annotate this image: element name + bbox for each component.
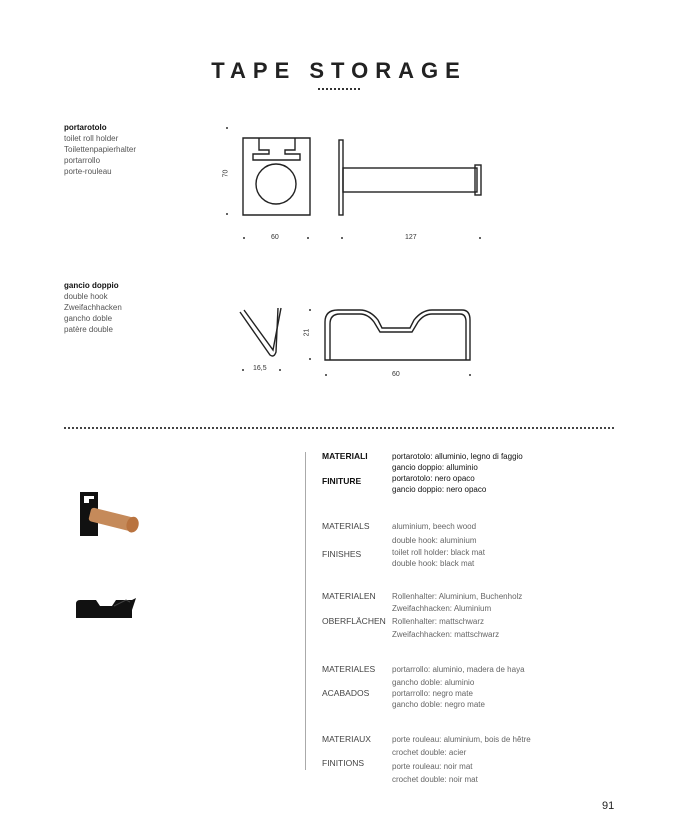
product-translation: toilet roll holder [64, 134, 119, 143]
spec-label: ACABADOS [322, 688, 370, 698]
dim-height: 21 [303, 328, 311, 337]
hook-front-inner [330, 314, 466, 360]
bar-end [475, 165, 481, 195]
spec-label: OBERFLÄCHEN [322, 616, 386, 626]
product-translation: porte-rouleau [64, 167, 112, 176]
section-divider [64, 427, 614, 429]
product-translation: portarrollo [64, 156, 101, 165]
spec-value: gancho doble: aluminio [392, 678, 475, 687]
product-translation: double hook [64, 292, 108, 301]
spec-value: gancho doble: negro mate [392, 700, 485, 709]
spec-value: portarrollo: negro mate [392, 689, 473, 698]
dim-width: 16,5 [253, 365, 267, 372]
spec-label: FINITURE [322, 476, 362, 486]
spec-value: Rollenhalter: Aluminium, Buchenholz [392, 592, 523, 601]
spec-value: portarotolo: alluminio, legno di faggio [392, 452, 523, 461]
double-hook-drawing [230, 300, 480, 370]
spec-value: Zweifachhacken: mattschwarz [392, 630, 500, 639]
product-name: portarotolo [64, 123, 107, 132]
spec-label: MATERIALS [322, 521, 370, 531]
spec-value: toilet roll holder: black mat [392, 548, 485, 557]
page-number: 91 [602, 800, 615, 812]
dim-height: 70 [222, 169, 230, 178]
dim-length: 60 [392, 371, 400, 378]
product-info-toilet-roll-holder [64, 122, 136, 177]
spec-value: crochet double: noir mat [392, 775, 478, 784]
spec-value: double hook: black mat [392, 559, 475, 568]
product-translation: Toilettenpapierhalter [64, 145, 137, 154]
toilet-roll-holder-photo [74, 488, 144, 544]
product-name: gancio doppio [64, 281, 119, 290]
spec-value: aluminium, beech wood [392, 522, 477, 531]
spec-value: porte rouleau: aluminium, bois de hêtre [392, 735, 531, 744]
spec-label: MATERIALES [322, 664, 376, 674]
dim-width: 60 [271, 234, 279, 241]
page-title: TAPE STORAGE [211, 58, 467, 83]
spec-separator [305, 452, 306, 770]
spec-value: Zweifachhacken: Aluminium [392, 604, 492, 613]
spec-value: gancio doppio: alluminio [392, 463, 478, 472]
spec-value: crochet double: acier [392, 748, 467, 757]
toilet-roll-holder-drawing [215, 120, 505, 245]
product-translation: patère double [64, 325, 113, 334]
double-hook-photo [74, 596, 140, 622]
spec-value: portarrollo: aluminio, madera de haya [392, 665, 525, 674]
spec-label: FINISHES [322, 549, 362, 559]
title-underline [318, 88, 360, 90]
product-info-double-hook [64, 280, 122, 335]
spec-value: portarotolo: nero opaco [392, 474, 475, 483]
hook-front [325, 310, 470, 360]
product-translation: gancho doble [64, 314, 113, 323]
spec-label: MATERIALI [322, 451, 368, 461]
dim-length: 127 [405, 234, 417, 241]
roll-circle [256, 164, 296, 204]
spec-value: double hook: aluminium [392, 536, 477, 545]
spec-value: porte rouleau: noir mat [392, 762, 473, 771]
spec-label: MATERIAUX [322, 734, 371, 744]
spec-label: MATERIALEN [322, 591, 376, 601]
spec-value: gancio doppio: nero opaco [392, 485, 487, 494]
product-translation: Zweifachhacken [64, 303, 122, 312]
roll-bar [343, 168, 477, 192]
spec-value: Rollenhalter: mattschwarz [392, 617, 485, 626]
spec-label: FINITIONS [322, 758, 365, 768]
